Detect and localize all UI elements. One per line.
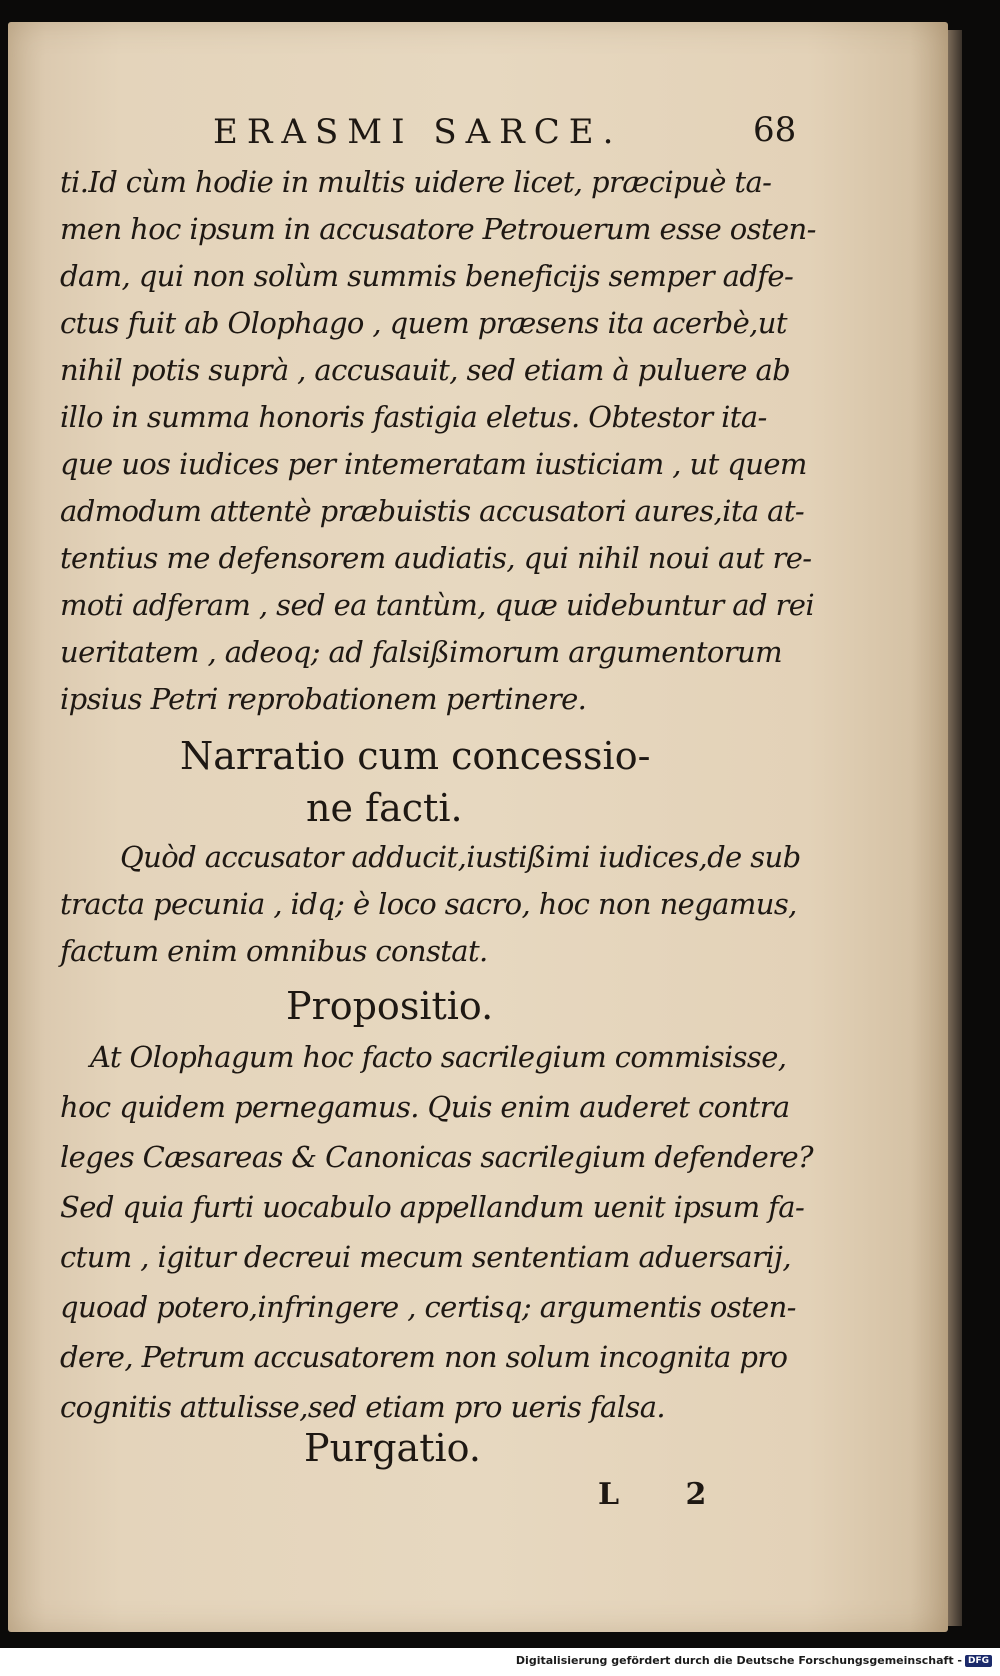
text-line: illo in summa honoris fastigia eletus. Obtestor ita- (60, 400, 767, 434)
text-line: leges Cæsareas & Canonicas sacrilegium defendere? (60, 1140, 813, 1174)
book-page (8, 22, 948, 1632)
text-line: dam, qui non solùm summis beneficijs semper adfe- (60, 259, 794, 293)
credit-text: Digitalisierung gefördert durch die Deutsche Forschungsgemeinschaft - (515, 1654, 962, 1667)
text-line: que uos iudices per intemeratam iusticiam , ut quem (60, 447, 807, 481)
dfg-logo: DFG (965, 1655, 992, 1667)
text-line: men hoc ipsum in accusatore Petrouerum esse osten- (60, 212, 816, 246)
page-number: 68 (753, 110, 797, 150)
text-line: hoc quidem pernegamus. Quis enim auderet contra (60, 1090, 790, 1124)
section-heading-propositio: Propositio. (286, 984, 494, 1028)
text-line: moti adferam , sed ea tantùm, quæ uidebuntur ad rei (60, 588, 815, 622)
text-line: ctus fuit ab Olophago , quem præsens ita acerbè,ut (60, 306, 787, 340)
text-line: nihil potis suprà , accusauit, sed etiam à puluere ab (60, 353, 791, 387)
section-heading-narratio: Narratio cum concessio- (180, 734, 651, 778)
text-line: Sed quia furti uocabulo appellandum uenit ipsum fa- (60, 1190, 805, 1224)
text-line: ipsius Petri reprobationem pertinere. (60, 682, 587, 716)
page-edge (948, 30, 962, 1626)
text-line: quoad potero,infringere , certisq; argumentis osten- (60, 1290, 796, 1324)
signature-mark: L 2 (598, 1477, 735, 1512)
text-line: At Olophagum hoc facto sacrilegium commisisse, (90, 1040, 787, 1074)
text-line: cognitis attulisse,sed etiam pro ueris falsa. (60, 1390, 666, 1424)
text-line: tentius me defensorem audiatis, qui nihil noui aut re- (60, 541, 812, 575)
digitization-credit (516, 1654, 992, 1667)
text-line: dere, Petrum accusatorem non solum incognita pro (60, 1340, 788, 1374)
text-line: factum enim omnibus constat. (60, 934, 488, 968)
section-heading-purgatio: Purgatio. (304, 1426, 481, 1470)
section-heading-narratio-cont: ne facti. (306, 786, 463, 830)
text-line: ueritatem , adeoq; ad falsißimorum argumentorum (60, 635, 782, 669)
running-title: ERASMI SARCE. (213, 112, 623, 152)
text-line: tracta pecunia , idq; è loco sacro, hoc non negamus, (60, 887, 797, 921)
text-line: admodum attentè præbuistis accusatori aures,ita at- (60, 494, 805, 528)
text-line: Quòd accusator adducit,iustißimi iudices,de sub (120, 840, 801, 874)
text-line: ctum , igitur decreui mecum sententiam aduersarij, (60, 1240, 791, 1274)
text-line: ti.Id cùm hodie in multis uidere licet, præcipuè ta- (60, 165, 772, 199)
